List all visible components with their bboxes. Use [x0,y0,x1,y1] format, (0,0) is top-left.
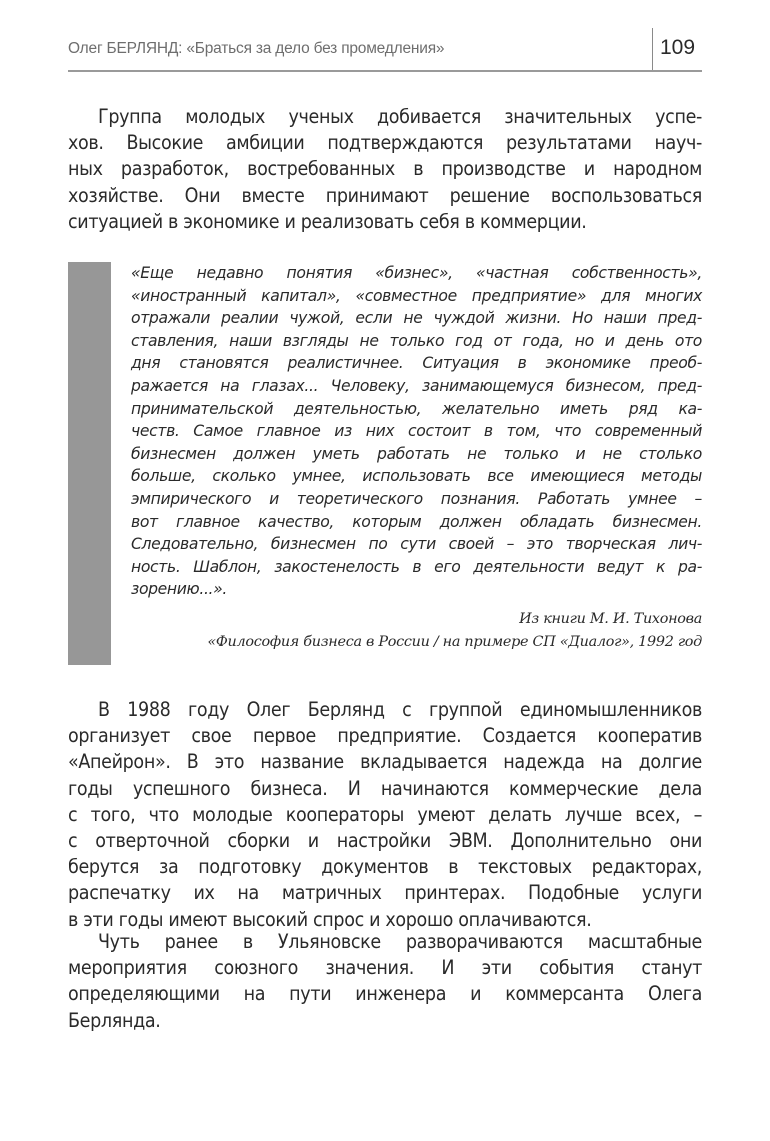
paragraph-ulyanovsk [68,929,702,1034]
quote-line: ражается на глазах... Человеку, занимающемуся бизнесом, пред- [131,376,702,395]
text-line: мероприятия союзного значения. И эти события станут [68,956,702,980]
text-line: Чуть ранее в Ульяновске разворачиваются масштабные [98,930,702,953]
text-line: В 1988 году Олег Берлянд с группой единомышленников [98,698,702,721]
quote-line: ность. Шаблон, закостенелость в его деятельности ведут к ра- [131,557,702,576]
blockquote [68,262,702,665]
text-line: организует свое первое предприятие. Создается кооператив [68,724,702,748]
page-number: 109 [660,36,696,59]
text-line: в эти годы имеют высокий спрос и хорошо оплачиваются. [68,907,592,931]
quote-line: вот главное качество, которым должен обладать бизнесмен. [131,512,702,531]
text-line: «Апейрон». В это название вкладывается надежда на долгие [68,750,702,774]
quote-line: больше, сколько умнее, использовать все имеющиеся методы [131,467,702,486]
paragraph-intro [68,104,702,235]
quote-line: «иностранный капитал», «совместное предприятие» для многих [131,286,702,305]
quote-line: «Еще недавно понятия «бизнес», «частная собственность», [131,264,702,282]
quote-line: эмпирического и теоретического познания. Работать умнее – [131,489,702,508]
text-line: с того, что молодые кооператоры умеют делать лучше всех, – [68,802,702,826]
text-line: хов. Высокие амбиции подтверждаются результатами науч- [68,131,702,155]
quote-line: зорению...». [131,580,228,599]
quote-line: принимательской деятельностью, желательно иметь ряд ка- [131,399,702,418]
quote-attribution [207,608,702,653]
quote-line: честв. Самое главное из них состоит в том, что современный [131,422,702,441]
quote-line: дня становятся реалистичнее. Ситуация в экономике преоб- [131,354,702,373]
text-line: с отверточной сборки и настройки ЭВМ. Дополнительно они [68,828,702,852]
running-header [68,36,702,72]
text-line: Берлянда. [68,1008,161,1032]
quote-line: отражали реалии чужой, если не чуждой жизни. Но наши пред- [131,309,702,328]
text-line: годы успешного бизнеса. И начинаются коммерческие дела [68,776,702,800]
text-line: распечатку их на матричных принтерах. Подобные услуги [68,881,702,905]
text-line: Группа молодых ученых добивается значительных успе- [98,105,702,128]
quote-line: Следовательно, бизнесмен по сути своей – это творческая лич- [131,535,702,554]
paragraph-apeiron [68,697,702,933]
text-line: берутся за подготовку документов в текстовых редакторах, [68,855,702,879]
text-line: ных разработок, востребованных в производстве и народном [68,157,702,181]
header-vertical-divider [652,28,653,70]
header-rule [68,70,702,72]
quote-line: ставления, наши взгляды не только год от года, но и день ото [131,331,702,350]
text-line: определяющими на пути инженера и коммерсанта Олега [68,982,702,1006]
attribution-author: Из книги М. И. Тихонова [519,611,702,627]
quote-text [131,262,702,601]
text-line: хозяйстве. Они вместе принимают решение воспользоваться [68,183,702,207]
attribution-book: «Философия бизнеса в России / на примере СП «Диалог», 1992 год [207,633,702,650]
text-line: ситуацией в экономике и реализовать себя в коммерции. [68,209,587,233]
quote-sidebar-bar [68,262,111,665]
quote-line: бизнесмен должен уметь работать не только и не столько [131,444,702,463]
running-title: Олег БЕРЛЯНД: «Браться за дело без промедления» [68,40,445,57]
